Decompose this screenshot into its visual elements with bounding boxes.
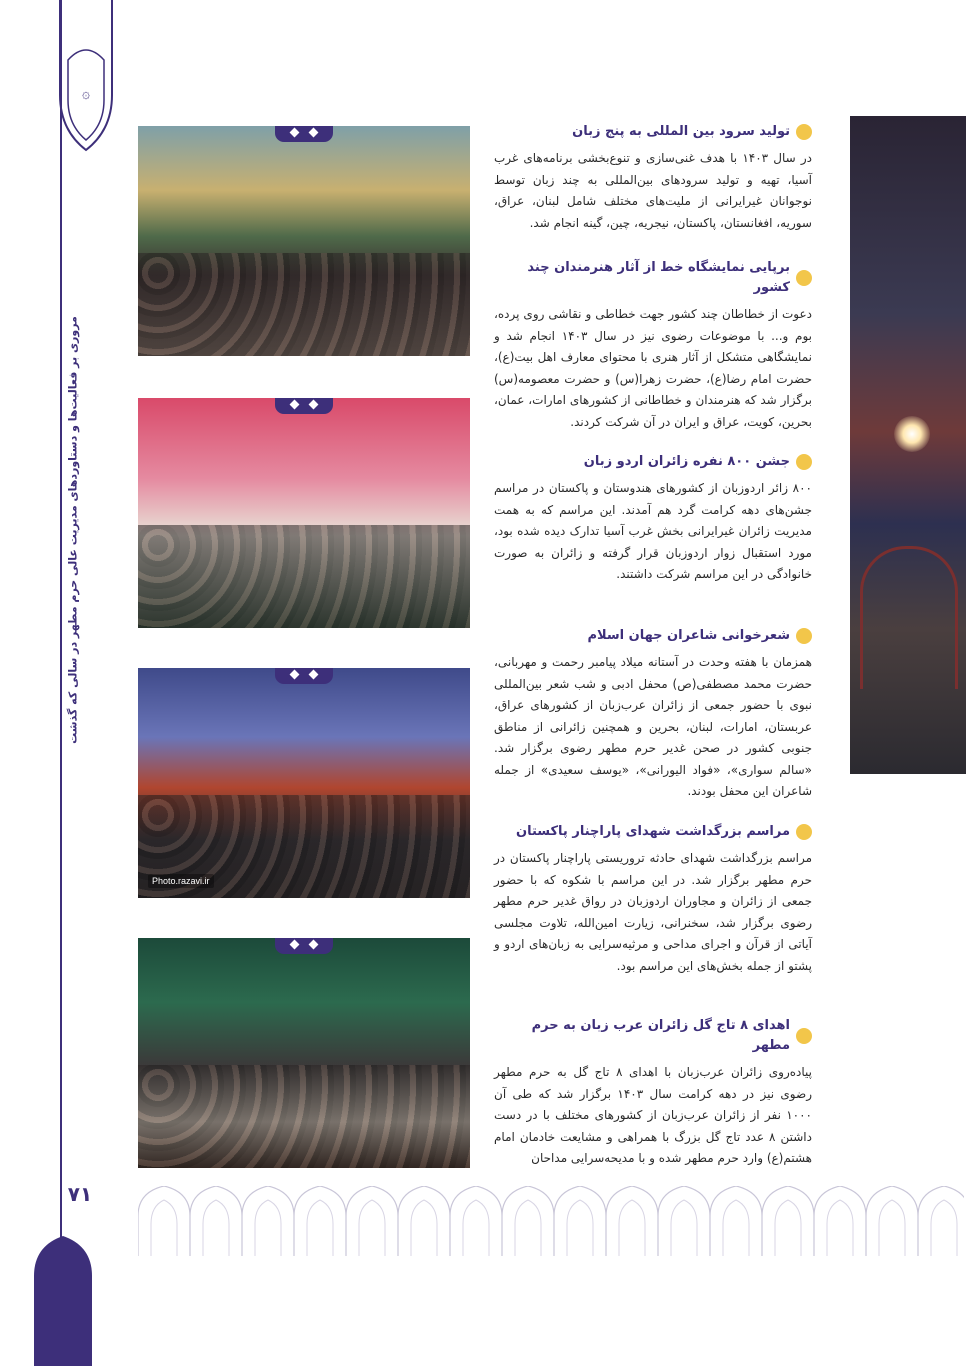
sidebar-caption-text: مروری بر فعالیت‌ها و دستاوردهای مدیریت عالی حرم مطهر در سالی که گذشت: [66, 316, 80, 744]
article-poetry: [494, 626, 812, 803]
bullet-icon: [796, 454, 812, 470]
article-title-text: جشن ۸۰۰ نفره زائران اردو زبان: [583, 454, 790, 469]
shrine-night-photo: [850, 116, 966, 774]
article-title-text: تولید سرود بین المللی به پنج زبان: [572, 124, 790, 139]
article-title: [494, 452, 812, 472]
photo-quran-reading: [138, 938, 470, 1168]
photo-urdu-celebration: [138, 398, 470, 628]
bullet-icon: [796, 1028, 812, 1044]
arch-shape: [860, 546, 958, 689]
footer-pattern: [138, 1186, 964, 1256]
article-urdu-celebration: [494, 452, 812, 586]
article-title: [494, 258, 812, 298]
article-title: [494, 122, 812, 142]
svg-text:۞: ۞: [81, 86, 91, 102]
article-title: [494, 1016, 812, 1056]
bullet-icon: [796, 628, 812, 644]
page-tab-shape: [34, 1236, 92, 1366]
article-calligraphy: [494, 258, 812, 433]
bullet-icon: [796, 270, 812, 286]
article-body: مراسم بزرگداشت شهدای حادثه تروریستی پاراچنار پاکستان در حرم مطهر برگزار شد. در این مراسم با شکوه که با حضور جمعی از زائران و مجاوران اردوزبان در رواق غدیر حرم مطهر رضوی برگزار شد، سخنرانی، زیارت امین‌الله، تلاوت مجلسی آیاتی از قرآن و اجرای مداحی و مرثیه‌سرایی به زبان‌های اردو و پشتو از جمله بخش‌های این مراسم بود.: [494, 851, 812, 973]
photo-ornament-icon: [275, 126, 333, 142]
article-title-text: اهدای ۸ تاج گل زائران عرب زبان به حرم مطهر: [531, 1018, 790, 1053]
article-body: در سال ۱۴۰۳ با هدف غنی‌سازی و تنوع‌بخشی برنامه‌های غرب آسیا، تهیه و تولید سرودهای بین‌المللی به چند زبان توسط نوجوانان غیرایرانی از ملیت‌های مختلف شامل لبنان، عراق، سوریه، افغانستان، پاکستان، نیجریه، چین، گینه انجام شد.: [494, 151, 812, 230]
article-title-text: شعرخوانی شاعران جهان اسلام: [587, 628, 790, 643]
article-body: دعوت از خطاطان چند کشور جهت خطاطی و نقاشی روی پرده، بوم و... با موضوعات رضوی نیز در سال ۱۴۰۳ انجام شد و نمایشگاهی متشکل از آثار هنری با محتوای معارف اهل بیت(ع)، حضرت امام رضا(ع)، حضرت زهرا(س) و حضرت معصومه(س) برگزار شد که هنرمندان و خطاطانی از کشورهای امارات، عمان، بحرین، کویت، عراق و ایران در آن شرکت کردند.: [494, 307, 812, 429]
bullet-icon: [796, 124, 812, 140]
photo-credit: Photo.razavi.ir: [148, 874, 214, 888]
sidebar-ornament: [8, 0, 118, 170]
article-body: ۸۰۰ زائر اردوزبان از کشورهای هندوستان و پاکستان در مراسم جشن‌های دهه کرامت گرد هم آمدند. این مراسم که به همت مدیریت زائران غیرایرانی بخش غرب آسیا تدارک دیده شده بود، مورد استقبال زوار اردوزبان قرار گرفته و زائران به صورت خانوادگی در این مراسم شرکت داشتند.: [494, 481, 812, 581]
article-body: همزمان با هفته وحدت در آستانه میلاد پیامبر رحمت و مهربانی، حضرت محمد مصطفی(ص) محفل ادبی و شب شعر بین‌المللی نبوی با حضور جمعی از زائران عرب‌زبان از کشورهای عراق، عربستان، امارات، لبنان، بحرین و همچنین زائرانی از مناطق جنوبی کشور در صحن غدیر حرم مطهر رضوی برگزار شد. «سالم سواری»، «فواد الیورانی»، «یوسف سعیدی» از جمله شاعران این محفل بودند.: [494, 655, 812, 798]
article-anthem: [494, 122, 812, 234]
crowd-texture: [138, 253, 470, 357]
article-title: [494, 822, 812, 842]
article-title-text: برپایی نمایشگاه خط از آثار هنرمندان چند کشور: [527, 260, 790, 295]
crowd-texture: [138, 525, 470, 629]
bullet-icon: [796, 824, 812, 840]
photo-ornament-icon: [275, 668, 333, 684]
lamp-light: [894, 416, 930, 452]
photo-shrine-crowd: [138, 126, 470, 356]
photo-poetry-event: [138, 668, 470, 898]
page-number: ۷۱: [67, 1182, 93, 1206]
photo-ornament-icon: [275, 398, 333, 414]
article-title-text: مراسم بزرگداشت شهدای پاراچنار پاکستان: [515, 824, 790, 839]
article-flower-wreaths: [494, 1016, 812, 1170]
article-body: پیاده‌روی زائران عرب‌زبان با اهدای ۸ تاج گل به حرم مطهر رضوی نیز در دهه کرامت سال ۱۴۰۳ برگزار شد که طی آن ۱۰۰۰ نفر از زائران عرب‌زبان از کشورهای مختلف با در دست داشتن ۸ عدد تاج گل بزرگ با همراهی و مشایعت خادمان امام هشتم(ع) وارد حرم مطهر شده و با مدیحه‌سرایی مداحان: [494, 1065, 813, 1165]
article-title: [494, 626, 812, 646]
crowd-texture: [138, 1065, 470, 1169]
photo-ornament-icon: [275, 938, 333, 954]
article-parachinar: [494, 822, 812, 977]
sidebar-caption: [60, 150, 86, 910]
